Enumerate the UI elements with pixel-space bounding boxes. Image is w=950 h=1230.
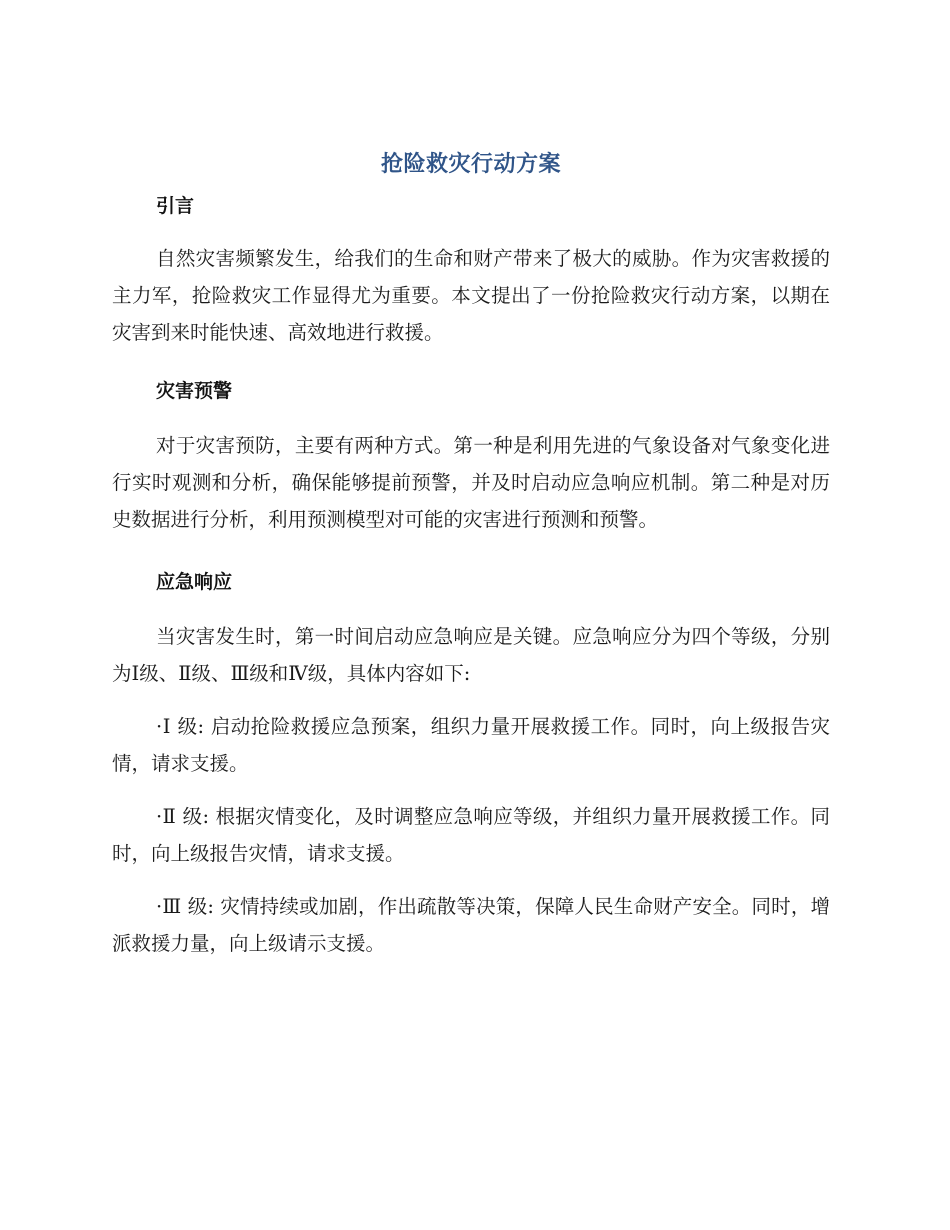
paragraph-warning: 对于灾害预防，主要有两种方式。第一种是利用先进的气象设备对气象变化进行实时观测和分析，确保能够提前预警，并及时启动应急响应机制。第二种是对历史数据进行分析，利用预测模型对可能的灾害进行预测和预警。	[112, 434, 830, 531]
document-title: 抢险救灾行动方案	[380, 152, 561, 177]
response-level-2-item: ·Ⅱ 级: 根据灾情变化，及时调整应急响应等级，并组织力量开展救援工作。同时，向上级报告灾情，请求支援。	[112, 805, 830, 865]
paragraph-response: 当灾害发生时，第一时间启动应急响应是关键。应急响应分为四个等级，分别为Ⅰ级、Ⅱ级、Ⅲ级和Ⅳ级，具体内容如下:	[112, 625, 830, 685]
paragraph-intro: 自然灾害频繁发生，给我们的生命和财产带来了极大的威胁。作为灾害救援的主力军，抢险救灾工作显得尤为重要。本文提出了一份抢险救灾行动方案，以期在灾害到来时能快速、高效地进行救援。	[112, 247, 830, 344]
section-heading-intro: 引言	[156, 195, 195, 217]
response-level-1-item: ·Ⅰ 级: 启动抢险救援应急预案，组织力量开展救援工作。同时，向上级报告灾情，请求支援。	[112, 715, 830, 775]
section-heading-warning: 灾害预警	[156, 380, 233, 402]
response-level-3-item: ·Ⅲ 级: 灾情持续或加剧，作出疏散等决策，保障人民生命财产安全。同时，增派救援力量，向上级请示支援。	[112, 895, 830, 955]
document-content	[112, 146, 830, 962]
section-heading-response: 应急响应	[156, 571, 233, 593]
